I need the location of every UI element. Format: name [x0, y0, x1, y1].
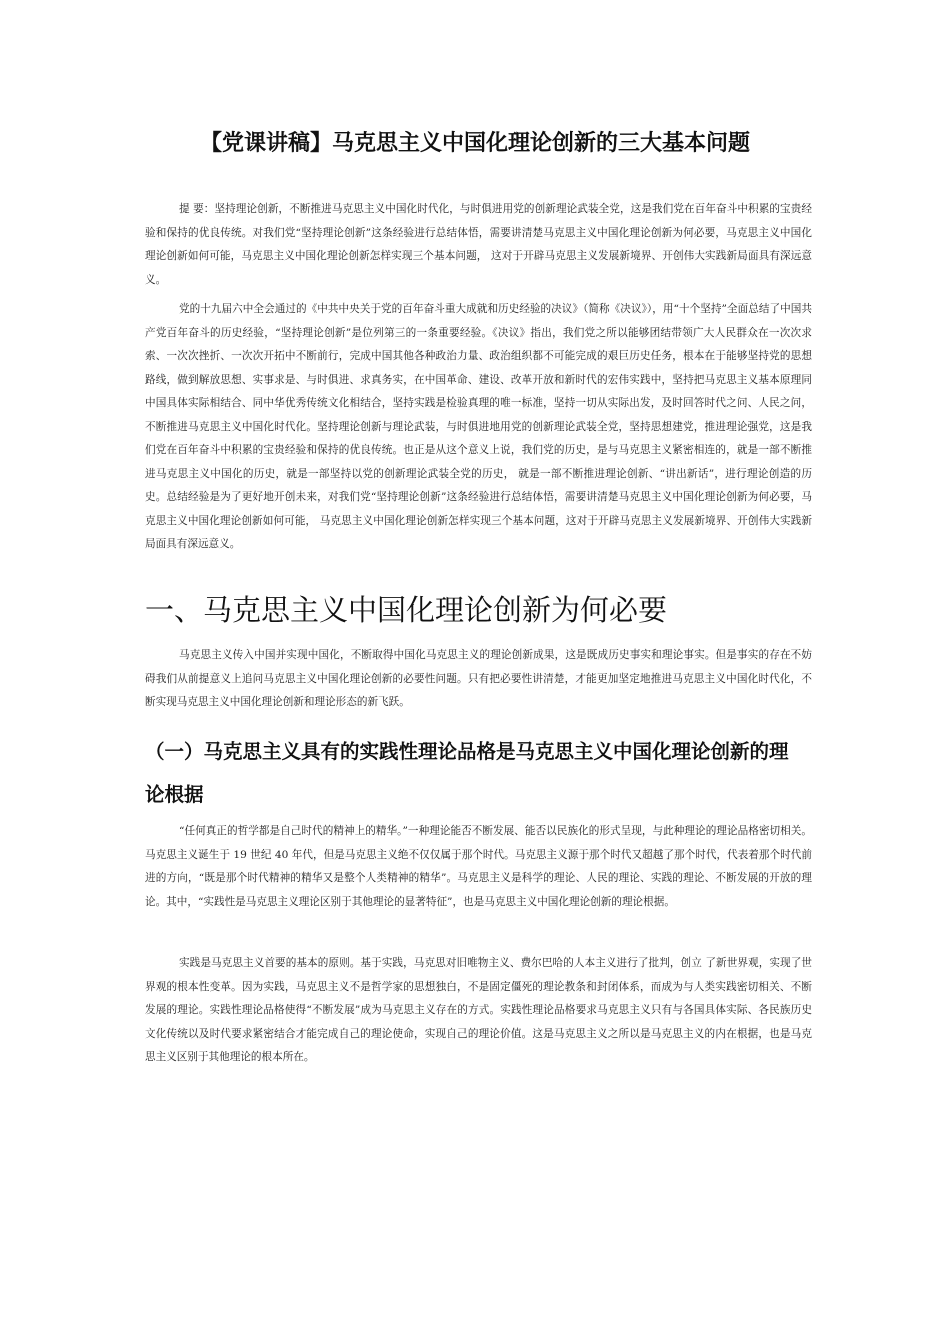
subsection-heading: （一）马克思主义具有的实践性理论品格是马克思主义中国化理论创新的理论根据: [145, 740, 789, 806]
abstract-paragraph: 提 要：坚持理论创新，不断推进马克思主义中国化时代化，与时俱进用党的创新理论武装全党，这是我们党在百年奋斗中积累的宝贵经验和保持的优良传统。对我们党“坚持理论创新”这条经验进行总结体悟，需要讲清楚马克思主义中国化理论创新为何必要，马克思主义中国化理论创新如何可能，马克思主义中国化理论创新怎样实现三个基本问题， 这对于开辟马克思主义发展新境界、开创伟大实践新局面具有深远意义。: [145, 203, 812, 286]
document-title: 【党课讲稿】马克思主义中国化理论创新的三大基本问题: [199, 131, 750, 156]
subsection-paragraph-2: 实践是马克思主义首要的基本的原则。基于实践，马克思对旧唯物主义、费尔巴哈的人本主义进行了批判，创立 了新世界观，实现了世界观的根本性变革。因为实践，马克思主义不是哲学家的思想独白，不是固定僵死的理论教条和封闭体系，而成为与人类实践密切相关、不断发展的理论。实践性理论品格使得“不断发展”成为马克思主义存在的方式。实践性理论品格要求马克思主义只有与各国具体实际、各民族历史文化传统以及时代要求紧密结合才能完成自己的理论使命，实现自己的理论价值。这是马克思主义之所以是马克思主义的内在根据，也是马克思主义区别于其他理论的根本所在。: [145, 957, 812, 1063]
section-heading: 一、马克思主义中国化理论创新为何必要: [145, 593, 668, 627]
intro-paragraph: 党的十九届六中全会通过的《中共中央关于党的百年奋斗重大成就和历史经验的决议》（简称《决议》），用“十个坚持”全面总结了中国共产党百年奋斗的历史经验，“坚持理论创新”是位列第三的一条重要经验。《决议》指出，我们党之所以能够团结带领广大人民群众在一次次求索、一次次挫折、一次次开拓中不断前行，完成中国其他各种政治力量、政治组织都不可能完成的艰巨历史任务，根本在于能够坚持党的思想路线，做到解放思想、实事求是、与时俱进、求真务实，在中国革命、建设、改革开放和新时代的宏伟实践中，坚持把马克思主义基本原理同中国具体实际相结合、同中华优秀传统文化相结合，坚持实践是检验真理的唯一标准，坚持一切从实际出发，及时回答时代之问、人民之问，不断推进马克思主义中国化时代化。坚持理论创新与理论武装，与时俱进地用党的创新理论武装全党，坚持思想建党，推进理论强党，这是我们党在百年奋斗中积累的宝贵经验和保持的优良传统。也正是从这个意义上说，我们党的历史，是与马克思主义紧密相连的，就是一部不断推进马克思主义中国化的历史，就是一部坚持以党的创新理论武装全党的历史， 就是一部不断推进理论创新、“讲出新话”，进行理论创造的历史。总结经验是为了更好地开创未来，对我们党“坚持理论创新”这条经验进行总结体悟，需要讲清楚马克思主义中国化理论创新为何必要，马克思主义中国化理论创新如何可能， 马克思主义中国化理论创新怎样实现三个基本问题，这对于开辟马克思主义发展新境界、开创伟大实践新局面具有深远意义。: [145, 303, 812, 550]
subsection-paragraph-1: “任何真正的哲学都是自己时代的精神上的精华。”一种理论能否不断发展、能否以民族化的形式呈现，与此种理论的理论品格密切相关。马克思主义诞生于 19 世纪 40 年代，但是马克思主义绝不仅仅属于那个时代。马克思主义源于那个时代又超越了那个时代，代表着那个时代前进的方向，“既是那个时代精神的精华又是整个人类精神的精华”。马克思主义是科学的理论、人民的理论、实践的理论、不断发展的开放的理论。其中，“实践性是马克思主义理论区别于其他理论的显著特征”，也是马克思主义中国化理论创新的理论根据。: [145, 825, 812, 908]
section-paragraph: 马克思主义传入中国并实现中国化，不断取得中国化马克思主义的理论创新成果，这是既成历史事实和理论事实。但是事实的存在不妨碍我们从前提意义上追问马克思主义中国化理论创新的必要性问题。只有把必要性讲清楚，才能更加坚定地推进马克思主义中国化时代化，不断实现马克思主义中国化理论创新和理论形态的新飞跃。: [145, 649, 812, 708]
